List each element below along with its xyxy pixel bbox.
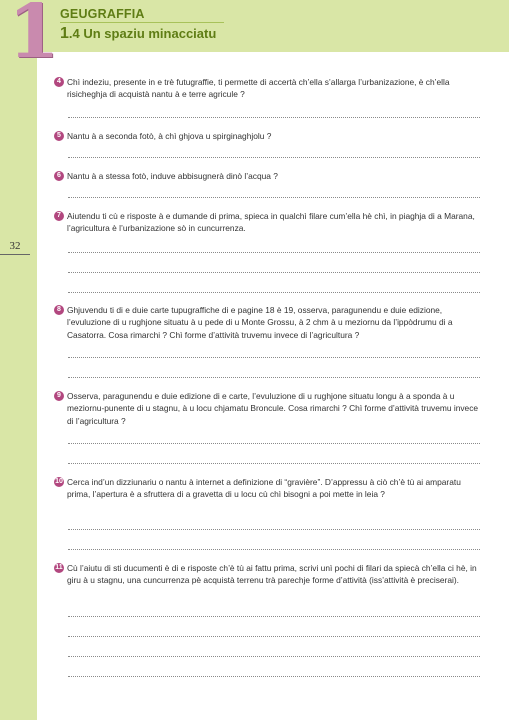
- question-10: [54, 476, 484, 501]
- question-text: Ghjuvendu ti di e duie carte tupugraffiche di e pagine 18 è 19, osserva, paragunendu e duie edizione, l’evuluzione di u rughjone situatu à u pede di u Monte Grossu, à 2 chm à u meziornu da l’ippòdrumu di a Casatorra. Cosa rimarchi ? Chì forme d’attività truvemu invece di l’agricultura ?: [67, 305, 453, 340]
- question-text: Osserva, paragunendu e duie edizione di e carte, l’evuluzione di u rughjone situatu longu à a sponda à u meziornu-punente di u stagnu, à u locu chjamatu Broncule. Cosa rimarchi ? Chì forme d’attività truvemu invece di l’agricultura ?: [67, 391, 479, 426]
- question-number-badge: 11: [55, 564, 63, 571]
- answer-line[interactable]: [68, 676, 480, 677]
- page-number-rule: [0, 254, 30, 255]
- answer-line[interactable]: [68, 272, 480, 273]
- question-5: [54, 130, 484, 142]
- answer-line[interactable]: [68, 616, 480, 617]
- question-4: [54, 76, 484, 101]
- subject-title: GEUGRAFFIA: [60, 7, 145, 21]
- question-7: [54, 210, 484, 235]
- question-text: Aiutendu ti cù e risposte à e dumande di prima, spieca in qualchì filare cum’ella hè chì, in piaghja di a Marana, l’agricultura è l’urbanizazione sò in cuncurrenza.: [67, 211, 475, 234]
- answer-line[interactable]: [68, 463, 480, 464]
- question-6: [54, 170, 484, 182]
- question-8: [54, 304, 484, 341]
- question-text: Cù l’aiutu di sti ducumenti è di e risposte ch’è tù ai fattu prima, scrivi unì pochi di filari da spiecà ch’ella ci hè, in giru à u stagnu, una cuncurrenza pè acquistà terrenu trà parechje forme d’attività (iss’attività è preciserai).: [67, 563, 477, 586]
- question-9: [54, 390, 484, 427]
- answer-line[interactable]: [68, 117, 480, 118]
- answer-line[interactable]: [68, 377, 480, 378]
- question-number-badge: 5: [54, 131, 64, 141]
- question-text: Nantu à a stessa fotò, induve abbisugnerà dinò l’acqua ?: [67, 171, 278, 181]
- question-text: Chì indeziu, presente in e trè futugraffie, ti permette di accertà ch’ella s’allarga l’urbanizazione, è ch’ella risicheghja di acquistà nantu à e terre agricule ?: [67, 77, 450, 100]
- question-text: Nantu à a seconda fotò, à chì ghjova u spirginaghjolu ?: [67, 131, 272, 141]
- answer-line[interactable]: [68, 252, 480, 253]
- lesson-title-text: .4 Un spaziu minacciatu: [68, 26, 217, 41]
- answer-line[interactable]: [68, 549, 480, 550]
- answer-line[interactable]: [68, 529, 480, 530]
- page-number: 32: [9, 240, 21, 252]
- question-number-badge: 7: [54, 211, 64, 221]
- question-text: Cerca ind’un dizziunariu o nantu à internet a definizione di “gravière”. D’appressu à ciò ch’è tù ai amparatu prima, l’apertura è a sfruttera di a gravetta di u locu cù chì bisogni a poi mette in leia ?: [67, 477, 461, 500]
- answer-line[interactable]: [68, 656, 480, 657]
- question-number-badge: 6: [54, 171, 64, 181]
- answer-line[interactable]: [68, 443, 480, 444]
- answer-line[interactable]: [68, 197, 480, 198]
- answer-line[interactable]: [68, 357, 480, 358]
- question-number-badge: 9: [54, 391, 64, 401]
- chapter-number: 1: [8, 0, 60, 75]
- answer-line[interactable]: [68, 636, 480, 637]
- answer-line[interactable]: [68, 292, 480, 293]
- question-number-badge: 4: [54, 77, 64, 87]
- question-number-badge: 10: [55, 478, 63, 485]
- lesson-number: 1: [60, 25, 69, 42]
- question-11: [54, 562, 484, 587]
- question-number-badge: 8: [54, 305, 64, 315]
- subject-underline: [60, 22, 224, 23]
- lesson-title: [60, 25, 216, 43]
- answer-line[interactable]: [68, 157, 480, 158]
